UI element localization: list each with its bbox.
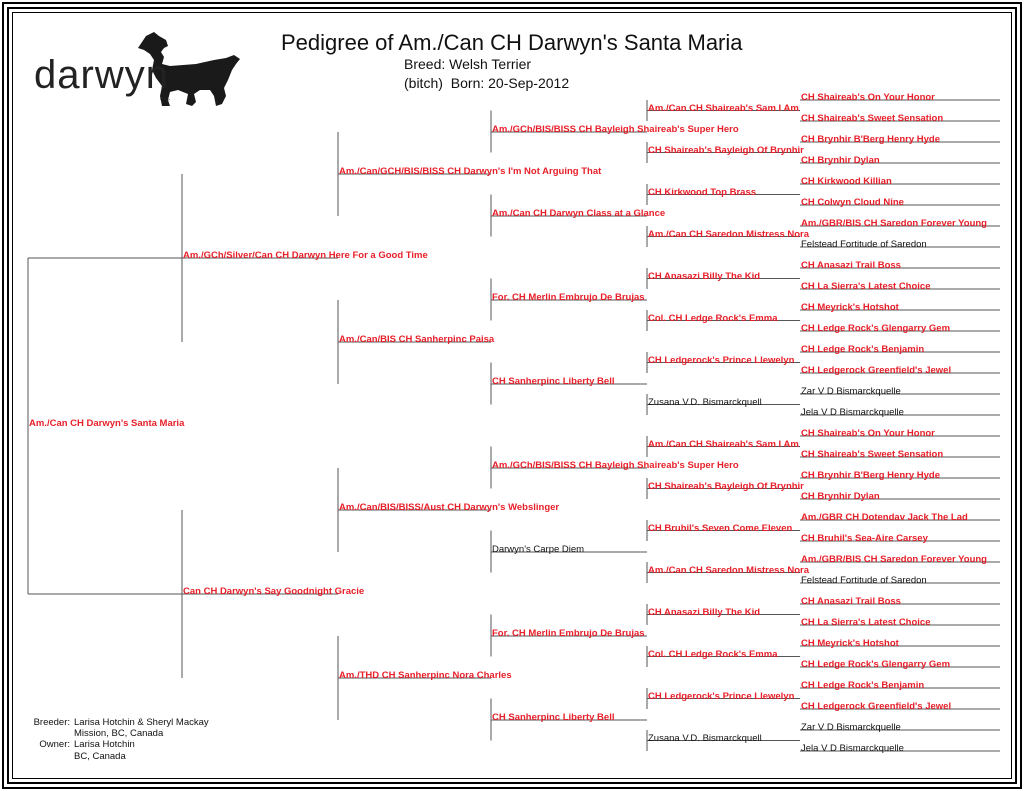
ancestor-gen4-4: Am./Can CH Saredon Mistress Nora [648,228,810,240]
ancestor-gen2-3: Am./Can/BIS/BISS/Aust CH Darwyn's Webslinger [339,502,560,513]
ancestor-gen3-1: Am./GCh/BIS/BISS CH Bayleigh Shaireab's Super Hero [492,124,739,135]
ancestor-gen4-16: Zusana V.D. Bismarckquell [648,732,762,744]
breeder-name: Larisa Hotchin & Sheryl Mackay [74,717,209,728]
ancestor-gen3-6: Darwyn's Carpe Diem [492,544,585,555]
ancestor-gen4-12: Am./Can CH Saredon Mistress Nora [648,564,810,576]
breeder-owner-info [27,717,209,762]
ancestor-gen1-2: Can CH Darwyn's Say Goodnight Gracie [183,586,365,597]
ancestor-gen5-21: Am./GBR CH Dotendav Jack The Lad [801,512,968,523]
page-title: Pedigree of Am./Can CH Darwyn's Santa Maria [281,30,743,55]
ancestor-gen3-2: Am./Can CH Darwyn Class at a Glance [492,208,666,219]
ancestor-gen5-26: CH La Sierra's Latest Choice [801,617,931,628]
ancestor-gen5-16: Jela V D Bismarckquelle [801,407,904,418]
ancestor-gen4-10: CH Shaireab's Bayleigh Of Brynhir [648,480,804,492]
ancestor-gen2-4: Am./THD CH Sanherpinc Nora Charles [339,670,512,681]
ancestor-gen3-5: Am./GCh/BIS/BISS CH Bayleigh Shaireab's Super Hero [492,460,739,471]
breeder-label: Breeder: [33,717,70,728]
ancestor-gen1-1: Am./GCh/Silver/Can CH Darwyn Here For a Good Time [183,250,428,261]
ancestor-gen5-9: CH Anasazi Trail Boss [801,260,901,271]
ancestor-gen5-15: Zar V D Bismarckquelle [801,386,901,397]
logo-registered-mark: reg. [160,96,171,102]
owner-location: BC, Canada [74,750,126,762]
ancestor-gen5-11: CH Meyrick's Hotshot [801,302,899,313]
ancestor-gen5-17: CH Shaireab's On Your Honor [801,428,935,439]
ancestor-gen2-2: Am./Can/BIS CH Sanherpinc Paisa [339,334,495,345]
ancestor-gen3-7: For. CH Merlin Embrujo De Brujas [492,628,645,639]
ancestor-gen4-9: Am./Can CH Shaireab's Sam I Am [648,438,799,450]
owner-label: Owner: [39,739,70,751]
ancestor-gen3-3: For. CH Merlin Embrujo De Brujas [492,292,645,303]
ancestor-gen3-4: CH Sanherpinc Liberty Bell [492,376,615,387]
ancestor-gen5-32: Jela V D Bismarckquelle [801,743,904,754]
ancestor-gen5-24: Felstead Fortitude of Saredon [801,575,927,586]
ancestor-gen4-3: CH Kirkwood Top Brass [648,186,757,198]
ancestor-gen5-1: CH Shaireab's On Your Honor [801,92,935,103]
ancestor-gen3-8: CH Sanherpinc Liberty Bell [492,712,615,723]
ancestor-gen4-7: CH Ledgerock's Prince Llewelyn [648,354,795,366]
ancestor-gen5-18: CH Shaireab's Sweet Sensation [801,449,944,460]
ancestor-gen5-28: CH Ledge Rock's Glengarry Gem [801,659,951,670]
ancestor-gen4-1: Am./Can CH Shaireab's Sam I Am [648,102,799,114]
ancestor-gen4-6: Col. CH Ledge Rock's Emma [648,312,778,324]
ancestor-gen4-14: Col. CH Ledge Rock's Emma [648,648,778,660]
ancestor-gen5-12: CH Ledge Rock's Glengarry Gem [801,323,951,334]
ancestor-gen5-31: Zar V D Bismarckquelle [801,722,901,733]
ancestor-gen5-23: Am./GBR/BIS CH Saredon Forever Young [801,554,987,565]
sex-label: (bitch) [404,75,443,91]
ancestor-gen5-13: CH Ledge Rock's Benjamin [801,344,925,355]
ancestor-gen5-7: Am./GBR/BIS CH Saredon Forever Young [801,218,987,229]
ancestor-gen5-29: CH Ledge Rock's Benjamin [801,680,925,691]
ancestor-gen5-20: CH Brynhir Dylan [801,491,880,502]
subject-name: Am./Can CH Darwyn's Santa Maria [29,418,185,429]
ancestor-gen4-13: CH Anasazi Billy The Kid [648,606,761,618]
ancestor-gen5-30: CH Ledgerock Greenfield's Jewel [801,701,952,712]
ancestor-gen4-15: CH Ledgerock's Prince Llewelyn [648,690,795,702]
owner-name: Larisa Hotchin [74,739,135,751]
ancestor-gen4-8: Zusana V.D. Bismarckquell [648,396,762,408]
ancestor-gen5-27: CH Meyrick's Hotshot [801,638,899,649]
ancestor-gen5-4: CH Brynhir Dylan [801,155,880,166]
ancestor-gen5-2: CH Shaireab's Sweet Sensation [801,113,944,124]
ancestor-gen5-22: CH Bruhil's Sea-Aire Carsey [801,533,928,544]
ancestor-gen5-6: CH Colwyn Cloud Nine [801,197,904,208]
ancestor-gen5-25: CH Anasazi Trail Boss [801,596,901,607]
birth-date: Born: 20-Sep-2012 [450,75,570,91]
ancestor-gen5-19: CH Brynhir B'Berg Henry Hyde [801,470,940,481]
ancestor-gen5-10: CH La Sierra's Latest Choice [801,281,931,292]
ancestor-gen5-8: Felstead Fortitude of Saredon [801,239,927,250]
ancestor-gen5-5: CH Kirkwood Killian [801,176,892,187]
ancestor-gen4-2: CH Shaireab's Bayleigh Of Brynhir [648,144,804,156]
ancestor-gen4-11: CH Bruhil's Seven Come Eleven [648,522,793,534]
breeder-location: Mission, BC, Canada [74,728,164,740]
ancestor-gen5-3: CH Brynhir B'Berg Henry Hyde [801,134,940,145]
ancestor-gen5-14: CH Ledgerock Greenfield's Jewel [801,365,952,376]
ancestor-gen2-1: Am./Can/GCH/BIS/BISS CH Darwyn's I'm Not Arguing That [339,166,602,177]
logo-wordmark: darwyn [34,53,169,97]
breed-line: Breed: Welsh Terrier [404,56,532,72]
ancestor-gen4-5: CH Anasazi Billy The Kid [648,270,761,282]
